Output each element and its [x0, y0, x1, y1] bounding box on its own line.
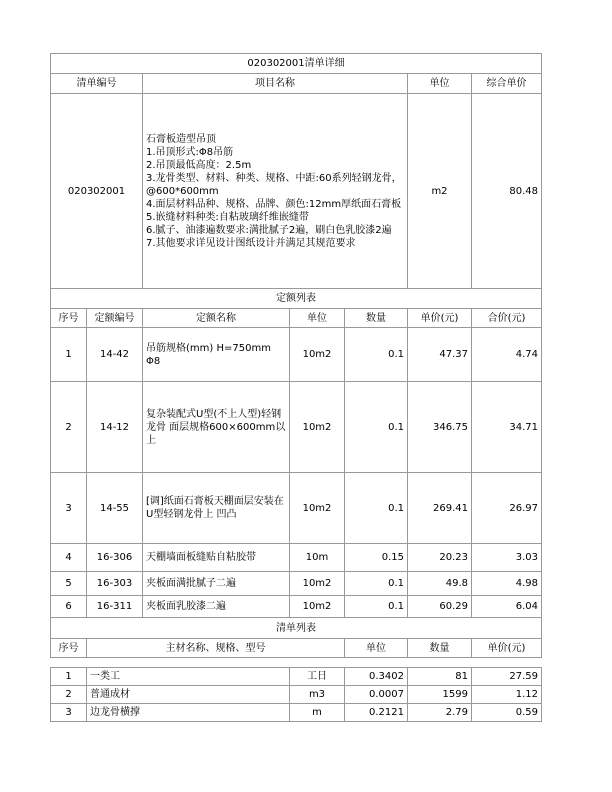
quota-unit: 10m2 — [290, 596, 345, 618]
quota-total: 34.71 — [472, 382, 542, 473]
quota-seq: 2 — [51, 382, 87, 473]
quota-header-row — [51, 309, 542, 328]
quota-seq: 1 — [51, 328, 87, 382]
header-code: 清单编号 — [51, 74, 143, 94]
material-seq: 1 — [51, 668, 87, 686]
desc-line: 6.腻子、油漆遍数要求:满批腻子2遍，刷白色乳胶漆2遍 — [146, 224, 392, 236]
material-total: 1.12 — [472, 686, 542, 704]
material-total: 27.59 — [472, 668, 542, 686]
header-unit: 单位 — [408, 74, 472, 94]
quota-row — [51, 328, 542, 382]
material-row — [51, 704, 542, 722]
quota-seq: 4 — [51, 544, 87, 572]
quota-price: 20.23 — [408, 544, 472, 572]
material-price: 1599 — [408, 686, 472, 704]
quota-unit: 10m2 — [290, 572, 345, 596]
material-price: 2.79 — [408, 704, 472, 722]
quota-header-price: 单价(元) — [408, 309, 472, 328]
quota-code: 14-12 — [87, 382, 143, 473]
quota-total: 26.97 — [472, 473, 542, 544]
material-qty: 0.2121 — [345, 704, 408, 722]
material-name: 一类工 — [87, 668, 290, 686]
header-price: 综合单价 — [472, 74, 542, 94]
quota-qty: 0.15 — [345, 544, 408, 572]
desc-line: 3.龙骨类型、材料、种类、规格、中距:60系列轻钢龙骨，@600*600mm — [146, 172, 402, 197]
quota-qty: 0.1 — [345, 473, 408, 544]
material-header-row — [51, 639, 542, 658]
material-seq: 3 — [51, 704, 87, 722]
title-row — [51, 54, 542, 74]
quota-header-total: 合价(元) — [472, 309, 542, 328]
material-unit: 工日 — [290, 668, 345, 686]
quota-seq: 5 — [51, 572, 87, 596]
material-row — [51, 668, 542, 686]
material-total: 0.59 — [472, 704, 542, 722]
quota-code: 16-306 — [87, 544, 143, 572]
quota-name: 吊筋规格(mm) H=750mm Φ8 — [143, 328, 290, 382]
quota-name: 夹板面乳胶漆二遍 — [143, 596, 290, 618]
quota-header-unit: 单位 — [290, 309, 345, 328]
quota-code: 14-42 — [87, 328, 143, 382]
quota-row — [51, 572, 542, 596]
quota-unit: 10m2 — [290, 328, 345, 382]
quota-header-qty: 数量 — [345, 309, 408, 328]
sheet-title: 020302001清单详细 — [51, 54, 542, 74]
header-name: 项目名称 — [143, 74, 408, 94]
quota-section-row — [51, 289, 542, 309]
material-qty: 0.0007 — [345, 686, 408, 704]
quota-name: 夹板面满批腻子二遍 — [143, 572, 290, 596]
quota-name: 天棚墙面板缝贴自粘胶带 — [143, 544, 290, 572]
quota-price: 47.37 — [408, 328, 472, 382]
quota-price: 49.8 — [408, 572, 472, 596]
desc-line: 1.吊顶形式:Φ8吊筋 — [146, 146, 234, 158]
quota-section-title: 定额列表 — [51, 289, 542, 309]
quota-code: 16-311 — [87, 596, 143, 618]
desc-line: 石膏板造型吊顶 — [146, 133, 216, 145]
quota-qty: 0.1 — [345, 382, 408, 473]
material-header-unit: 单位 — [345, 639, 408, 658]
item-price: 80.48 — [472, 94, 542, 289]
item-code: 020302001 — [51, 94, 143, 289]
bill-detail-table — [50, 53, 542, 658]
material-seq: 2 — [51, 686, 87, 704]
material-price: 81 — [408, 668, 472, 686]
material-header-price: 单价(元) — [472, 639, 542, 658]
quota-seq: 3 — [51, 473, 87, 544]
quota-header-code: 定额编号 — [87, 309, 143, 328]
material-section-row — [51, 618, 542, 639]
material-row — [51, 686, 542, 704]
item-header-row — [51, 74, 542, 94]
quota-name: 复杂装配式U型(不上人型)轻钢龙骨 面层规格600×600mm以上 — [143, 382, 290, 473]
material-name: 普通成材 — [87, 686, 290, 704]
quota-qty: 0.1 — [345, 596, 408, 618]
quota-header-seq: 序号 — [51, 309, 87, 328]
material-header-name: 主材名称、规格、型号 — [87, 639, 345, 658]
material-qty: 0.3402 — [345, 668, 408, 686]
quota-qty: 0.1 — [345, 328, 408, 382]
quota-header-name: 定额名称 — [143, 309, 290, 328]
quota-code: 16-303 — [87, 572, 143, 596]
quota-code: 14-55 — [87, 473, 143, 544]
quota-total: 3.03 — [472, 544, 542, 572]
desc-line: 7.其他要求详见设计图纸设计并满足其规范要求 — [146, 237, 356, 249]
material-unit: m — [290, 704, 345, 722]
desc-line: 4.面层材料品种、规格、品牌、颜色:12mm厚纸面石膏板 — [146, 198, 402, 210]
quota-price: 269.41 — [408, 473, 472, 544]
item-description — [143, 94, 408, 289]
quota-row — [51, 382, 542, 473]
desc-line: 2.吊顶最低高度：2.5m — [146, 159, 252, 171]
quota-total: 4.98 — [472, 572, 542, 596]
item-unit: m2 — [408, 94, 472, 289]
quota-total: 4.74 — [472, 328, 542, 382]
quota-row — [51, 473, 542, 544]
quota-row — [51, 544, 542, 572]
material-name: 边龙骨横撑 — [87, 704, 290, 722]
quota-qty: 0.1 — [345, 572, 408, 596]
material-header-seq: 序号 — [51, 639, 87, 658]
material-unit: m3 — [290, 686, 345, 704]
quota-unit: 10m2 — [290, 473, 345, 544]
material-table — [50, 667, 542, 722]
material-header-qty: 数量 — [408, 639, 472, 658]
quota-total: 6.04 — [472, 596, 542, 618]
desc-line: 5.嵌缝材料种类:自粘玻璃纤维嵌缝带 — [146, 211, 309, 223]
quota-seq: 6 — [51, 596, 87, 618]
quota-price: 60.29 — [408, 596, 472, 618]
quota-name: [调]纸面石膏板天棚面层安装在U型轻钢龙骨上 凹凸 — [143, 473, 290, 544]
material-section-title: 清单列表 — [51, 618, 542, 639]
quota-row — [51, 596, 542, 618]
quota-unit: 10m2 — [290, 382, 345, 473]
quota-price: 346.75 — [408, 382, 472, 473]
quota-unit: 10m — [290, 544, 345, 572]
item-row — [51, 94, 542, 289]
